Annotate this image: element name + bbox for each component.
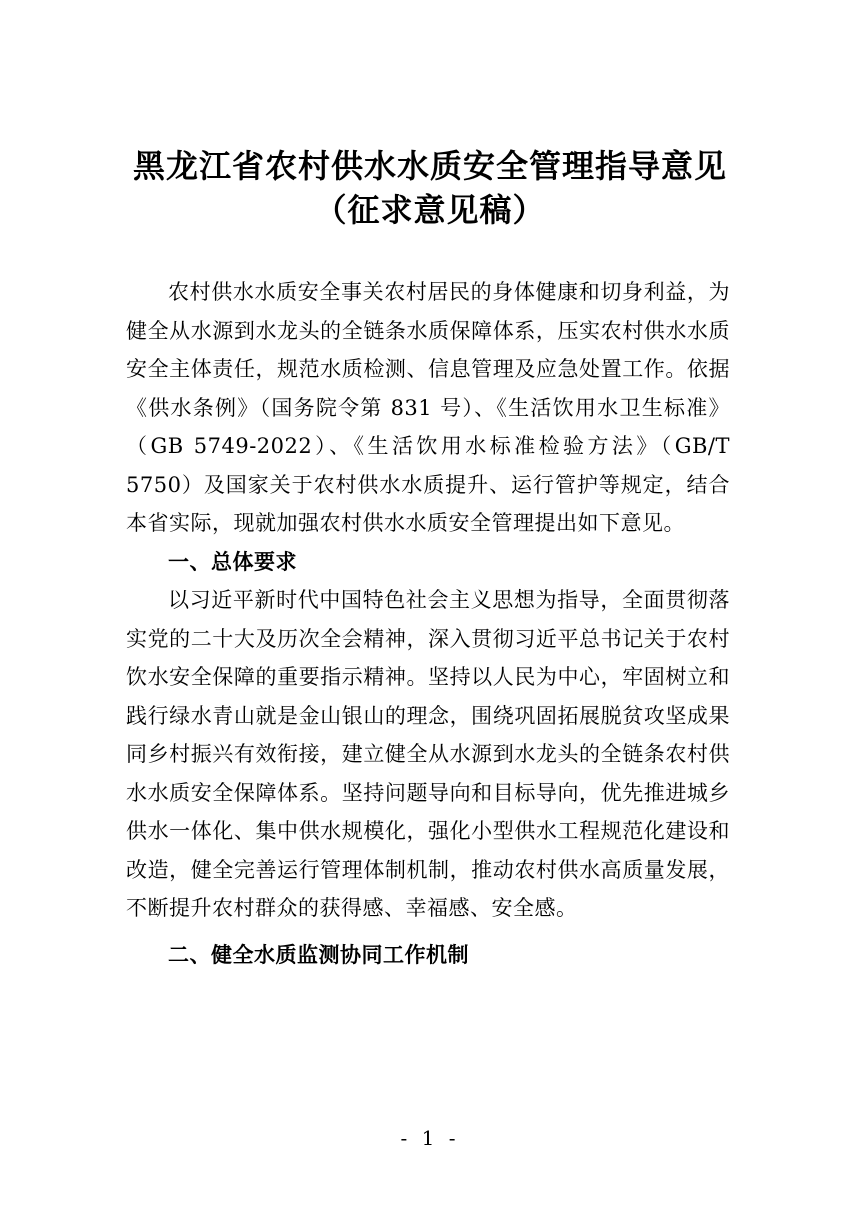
intro-paragraph: 农村供水水质安全事关农村居民的身体健康和切身利益，为健全从水源到水龙头的全链条水质保障体系，压实农村供水水质安全主体责任，规范水质检测、信息管理及应急处置工作。依据《供水条例》（国务院令第 831 号）、《生活饮用水卫生标准》（GB 5749-2022）、《生活饮用水标准检验方法》（GB/T 5750）及国家关于农村供水水质提升、运行管护等规定，结合本省实际，现就加强农村供水水质安全管理提出如下意见。 xyxy=(126,280,730,535)
document-title: 黑龙江省农村供水水质安全管理指导意见 xyxy=(132,147,727,185)
page-number: - 1 - xyxy=(400,1126,460,1150)
document-subtitle: （征求意见稿） xyxy=(314,191,546,229)
section-paragraph-overall-requirements: 以习近平新时代中国特色社会主义思想为指导，全面贯彻落实党的二十大及历次全会精神，深入贯彻习近平总书记关于农村饮水安全保障的重要指示精神。坚持以人民为中心，牢固树立和践行绿水青山就是金山银山的理念，围绕巩固拓展脱贫攻坚成果同乡村振兴有效衔接，建立健全从水源到水龙头的全链条农村供水水质安全保障体系。坚持问题导向和目标导向，优先推进城乡供水一体化、集中供水规模化，强化小型供水工程规范化建设和改造，健全完善运行管理体制机制，推动农村供水高质量发展，不断提升农村群众的获得感、幸福感、安全感。 xyxy=(126,588,730,920)
section-heading-overall-requirements: 一、总体要求 xyxy=(168,549,297,574)
document-body xyxy=(126,273,730,974)
section-heading-monitoring-mechanism: 二、健全水质监测协同工作机制 xyxy=(168,942,469,967)
